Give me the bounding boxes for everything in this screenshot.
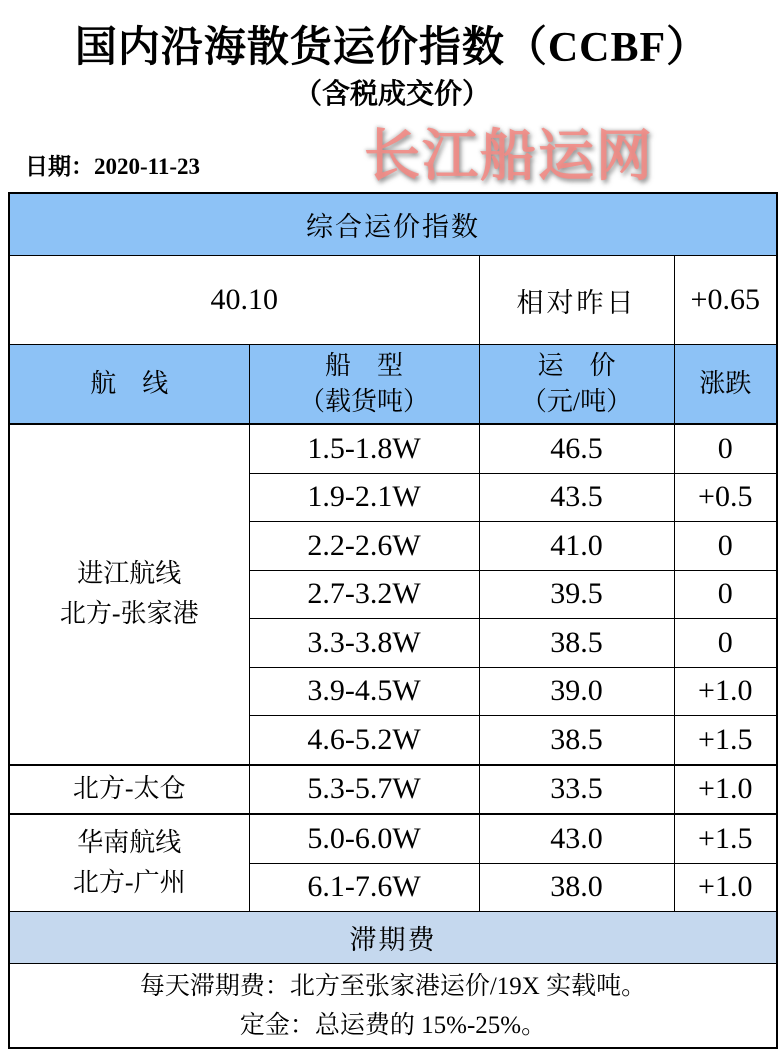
route-line: 北方-太仓 [72,774,186,804]
col-header-change [674,345,777,425]
change-cell: +1.5 [674,814,777,863]
route-cell-jinjiang [9,424,249,765]
price-cell: 39.5 [479,570,674,619]
price-cell: 38.0 [479,863,674,912]
table-row [9,424,777,473]
price-cell: 33.5 [479,765,674,815]
change-cell: 0 [674,570,777,619]
col-header-price-line1: 运 价 [537,351,616,380]
price-cell: 38.5 [479,619,674,668]
change-cell: +1.5 [674,716,777,765]
change-cell: 0 [674,522,777,571]
demurrage-notes [9,964,777,1049]
freight-index-table [8,192,778,1049]
route-cell-taicang [9,765,249,815]
date-line [25,148,200,181]
ship-type-cell: 1.9-2.1W [249,473,479,522]
ship-type-cell: 5.0-6.0W [249,814,479,863]
change-cell: +1.0 [674,765,777,815]
col-header-ship-type-line1: 船 型 [324,351,403,380]
composite-index-header: 综合运价指数 [9,193,777,256]
change-cell: +1.0 [674,667,777,716]
price-cell: 41.0 [479,522,674,571]
col-header-price-line2: （元/吨） [520,387,633,416]
col-header-ship-type-line2: （载货吨） [298,387,429,416]
page-title: 国内沿海散货运价指数（CCBF） [74,25,710,71]
col-header-route-label: 航 线 [90,369,169,398]
change-cell: +0.5 [674,473,777,522]
ship-type-cell: 2.7-3.2W [249,570,479,619]
table-row [9,765,777,815]
demurrage-note-line: 每天滞期费：北方至张家港运价/19X 实载吨。 [139,972,647,1000]
composite-index-value: 40.10 [9,256,479,345]
table-row [9,814,777,863]
ship-type-cell: 6.1-7.6W [249,863,479,912]
ship-type-cell: 3.9-4.5W [249,667,479,716]
price-cell: 39.0 [479,667,674,716]
price-cell: 38.5 [479,716,674,765]
col-header-route [9,345,249,425]
page-subtitle: （含税成交价） [293,79,490,110]
deposit-note-line: 定金：总运费的 15%-25%。 [239,1011,547,1039]
col-header-change-label: 涨跌 [699,369,752,398]
ship-type-cell: 5.3-5.7W [249,765,479,815]
route-line: 华南航线 [77,828,182,857]
route-line: 北方-广州 [72,868,186,897]
date-label: 日期： [25,154,94,179]
price-cell: 43.0 [479,814,674,863]
ship-type-cell: 3.3-3.8W [249,619,479,668]
col-header-ship-type [249,345,479,425]
composite-index-change: +0.65 [674,256,777,345]
ship-type-cell: 1.5-1.8W [249,424,479,473]
relative-yesterday-label: 相对昨日 [479,256,674,345]
price-cell: 43.5 [479,473,674,522]
route-line: 北方-张家港 [59,599,199,629]
ship-type-cell: 2.2-2.6W [249,522,479,571]
change-cell: +1.0 [674,863,777,912]
watermark-text: 长江船运网 [364,126,654,188]
col-header-price [479,345,674,425]
date-value: 2020-11-23 [94,154,201,179]
route-cell-huanan [9,814,249,912]
price-cell: 46.5 [479,424,674,473]
change-cell: 0 [674,424,777,473]
route-line: 进江航线 [77,559,182,589]
demurrage-header: 滞期费 [9,912,777,964]
change-cell: 0 [674,619,777,668]
ship-type-cell: 4.6-5.2W [249,716,479,765]
